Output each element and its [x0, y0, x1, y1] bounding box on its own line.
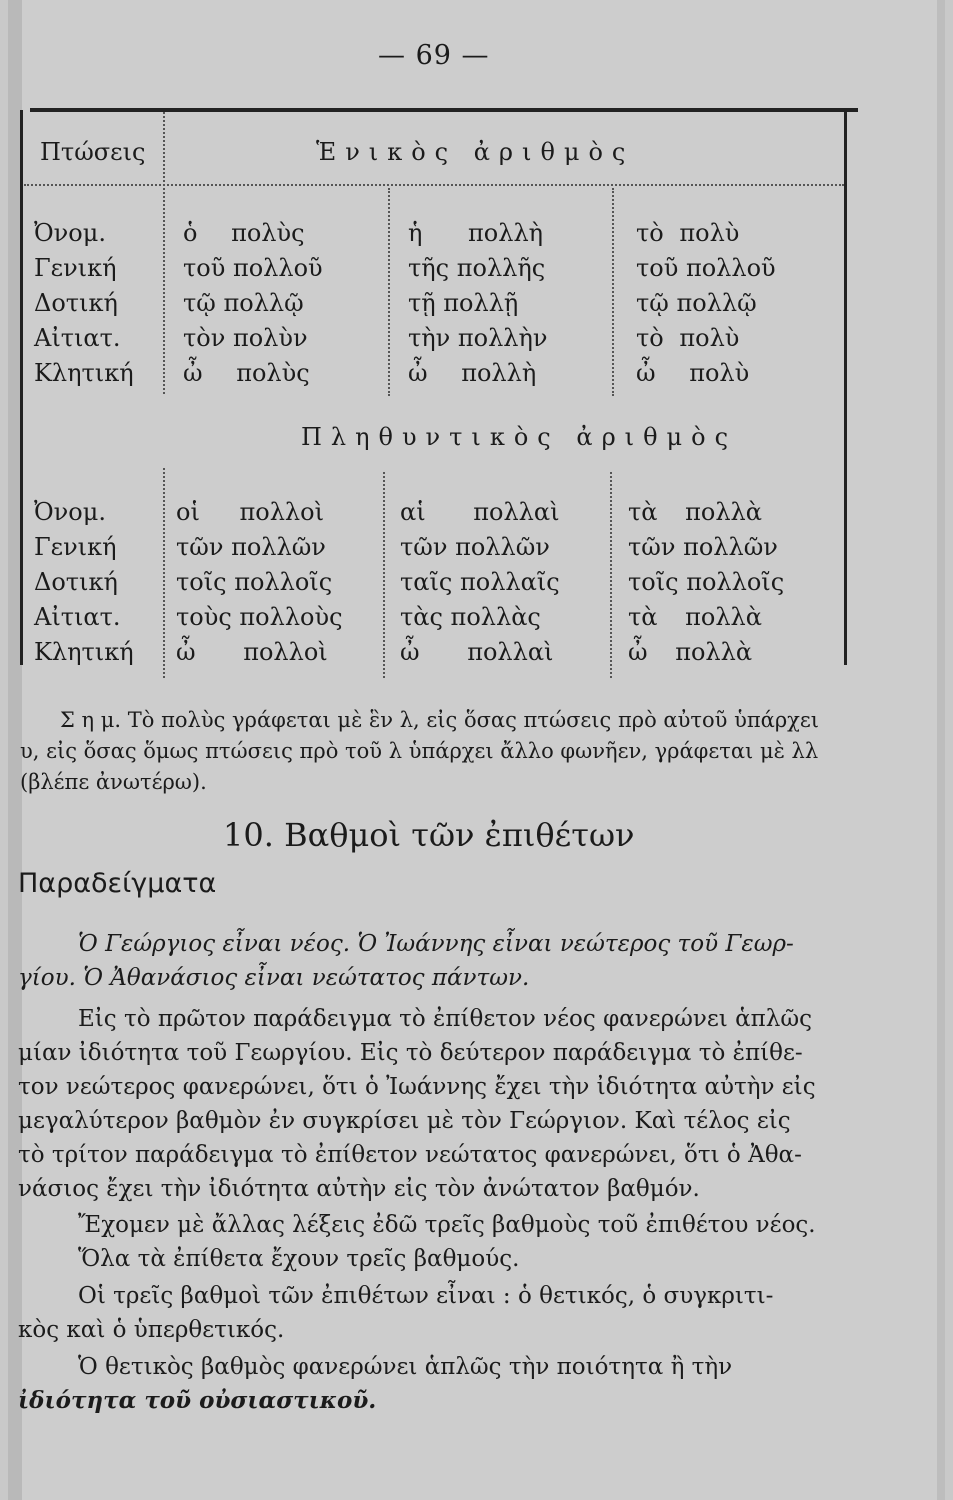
paragraph-2-line-5: τὸ τρίτον παράδειγμα τὸ ἐπίθετον νεώτατος φανερώνει, ὅτι ὁ Ἀθα-: [18, 1142, 802, 1168]
case-nominative: Ὀνομ.: [34, 219, 106, 247]
example-line-1: Ὁ Γεώργιος εἶναι νέος. Ὁ Ἰωάννης εἶναι νεώτερος τοῦ Γεωρ-: [78, 931, 794, 957]
fem-neut-divider-plural: [610, 472, 612, 678]
paragraph-6-line-2: ἰδιότητα τοῦ οὐσιαστικοῦ.: [18, 1387, 377, 1414]
paragraph-5-line-1: Οἱ τρεῖς βαθμοὶ τῶν ἐπιθέτων εἶναι : ὁ θετικός, ὁ συγκριτι-: [78, 1283, 774, 1309]
sg-neut-gen: τοῦ πολλοῦ: [636, 254, 776, 282]
pl-neut-gen: τῶν πολλῶν: [628, 533, 778, 561]
case-dative: Δοτική: [34, 289, 118, 317]
pl-neut-dat: τοῖς πολλοῖς: [628, 568, 785, 596]
book-page: [8, 0, 945, 1500]
sg-fem-acc: τὴν πολλὴν: [408, 324, 548, 352]
pl-fem-voc: ὦ πολλαὶ: [400, 638, 554, 666]
pl-masc-dat: τοῖς πολλοῖς: [176, 568, 333, 596]
case-accusative-pl: Αἰτιατ.: [34, 603, 121, 631]
sg-neut-voc: ὦ πολὺ: [636, 359, 750, 387]
masc-fem-divider-plural: [383, 472, 385, 678]
case-nominative-pl: Ὀνομ.: [34, 498, 106, 526]
paragraph-2-line-6: νάσιος ἔχει τὴν ἰδιότητα αὐτὴν εἰς τὸν ἀνώτατον βαθμόν.: [18, 1176, 700, 1202]
paragraph-2-line-3: τον νεώτερος φανερώνει, ὅτι ὁ Ἰωάννης ἔχει τὴν ἰδιότητα αὐτὴν εἰς: [18, 1074, 816, 1100]
plural-header: Πληθυντικὸς ἀριθμὸς: [301, 423, 738, 451]
case-vocative: Κλητική: [34, 359, 134, 387]
pl-neut-voc: ὦ πολλὰ: [628, 638, 753, 666]
paragraph-4: Ὅλα τὰ ἐπίθετα ἔχουν τρεῖς βαθμούς.: [78, 1246, 520, 1272]
sg-fem-voc: ὦ πολλὴ: [408, 359, 537, 387]
pl-fem-acc: τὰς πολλὰς: [400, 603, 541, 631]
table-right-border: [844, 110, 847, 665]
sg-fem-gen: τῆς πολλῆς: [408, 254, 546, 282]
case-genitive-pl: Γενική: [34, 533, 117, 561]
sg-neut-dat: τῷ πολλῷ: [636, 289, 757, 317]
pl-fem-dat: ταῖς πολλαῖς: [400, 568, 560, 596]
sg-masc-dat: τῷ πολλῷ: [183, 289, 304, 317]
table-header-separator: [24, 184, 844, 186]
cases-column-divider-plural: [163, 468, 165, 678]
masc-fem-divider: [388, 188, 390, 396]
paragraph-3: Ἔχομεν μὲ ἄλλας λέξεις ἐδῶ τρεῖς βαθμοὺς τοῦ ἐπιθέτου νέος.: [78, 1212, 816, 1238]
example-line-2: γίου. Ὁ Ἀθανάσιος εἶναι νεώτατος πάντων.: [18, 965, 530, 991]
case-dative-pl: Δοτική: [34, 568, 118, 596]
note-line-3: (βλέπε ἀνωτέρω).: [20, 770, 207, 794]
case-accusative: Αἰτιατ.: [34, 324, 121, 352]
pl-masc-voc: ὦ πολλοὶ: [176, 638, 328, 666]
pl-masc-nom: οἱ πολλοὶ: [176, 498, 324, 526]
examples-label: Παραδείγματα: [18, 868, 217, 899]
pl-fem-gen: τῶν πολλῶν: [400, 533, 550, 561]
paragraph-6-line-1: Ὁ θετικὸς βαθμὸς φανερώνει ἁπλῶς τὴν ποιότητα ἢ τὴν: [78, 1354, 733, 1380]
sg-neut-acc: τὸ πολὺ: [636, 324, 740, 352]
cases-header: Πτώσεις: [40, 138, 146, 166]
note-line-1: Σ η μ. Τὸ πολὺς γράφεται μὲ ἓν λ, εἰς ὅσας πτώσεις πρὸ αὐτοῦ ὑπάρχει: [60, 708, 820, 732]
table-left-border: [20, 110, 23, 665]
sg-fem-dat: τῇ πολλῇ: [408, 289, 519, 317]
fem-neut-divider: [612, 188, 614, 396]
paragraph-2-line-1: Εἰς τὸ πρῶτον παράδειγμα τὸ ἐπίθετον νέος φανερώνει ἁπλῶς: [78, 1006, 812, 1032]
page-number: — 69 —: [378, 40, 490, 71]
case-vocative-pl: Κλητική: [34, 638, 134, 666]
sg-masc-acc: τὸν πολὺν: [183, 324, 308, 352]
pl-fem-nom: αἱ πολλαὶ: [400, 498, 560, 526]
case-genitive: Γενική: [34, 254, 117, 282]
pl-neut-nom: τὰ πολλὰ: [628, 498, 762, 526]
table-top-rule: [30, 108, 858, 112]
sg-masc-nom: ὁ πολὺς: [183, 219, 305, 247]
pl-neut-acc: τὰ πολλὰ: [628, 603, 762, 631]
sg-masc-voc: ὦ πολὺς: [183, 359, 310, 387]
note-line-2: υ, εἰς ὅσας ὅμως πτώσεις πρὸ τοῦ λ ὑπάρχει ἄλλο φωνῆεν, γράφεται μὲ λλ: [20, 739, 819, 763]
pl-masc-gen: τῶν πολλῶν: [176, 533, 326, 561]
page-right-edge: [937, 0, 945, 1500]
sg-fem-nom: ἡ πολλὴ: [408, 219, 544, 247]
paragraph-5-line-2: κὸς καὶ ὁ ὑπερθετικός.: [18, 1317, 285, 1343]
pl-masc-acc: τοὺς πολλοὺς: [176, 603, 343, 631]
cases-column-divider: [163, 112, 165, 394]
section-title: 10. Βαθμοὶ τῶν ἐπιθέτων: [223, 816, 635, 854]
paragraph-2-line-2: μίαν ἰδιότητα τοῦ Γεωργίου. Εἰς τὸ δεύτερον παράδειγμα τὸ ἐπίθε-: [18, 1040, 803, 1066]
sg-neut-nom: τὸ πολὺ: [636, 219, 740, 247]
singular-header: Ἑνικὸς ἀριθμὸς: [316, 138, 635, 166]
sg-masc-gen: τοῦ πολλοῦ: [183, 254, 323, 282]
paragraph-2-line-4: μεγαλύτερον βαθμὸν ἐν συγκρίσει μὲ τὸν Γεώργιον. Καὶ τέλος εἰς: [18, 1108, 791, 1134]
